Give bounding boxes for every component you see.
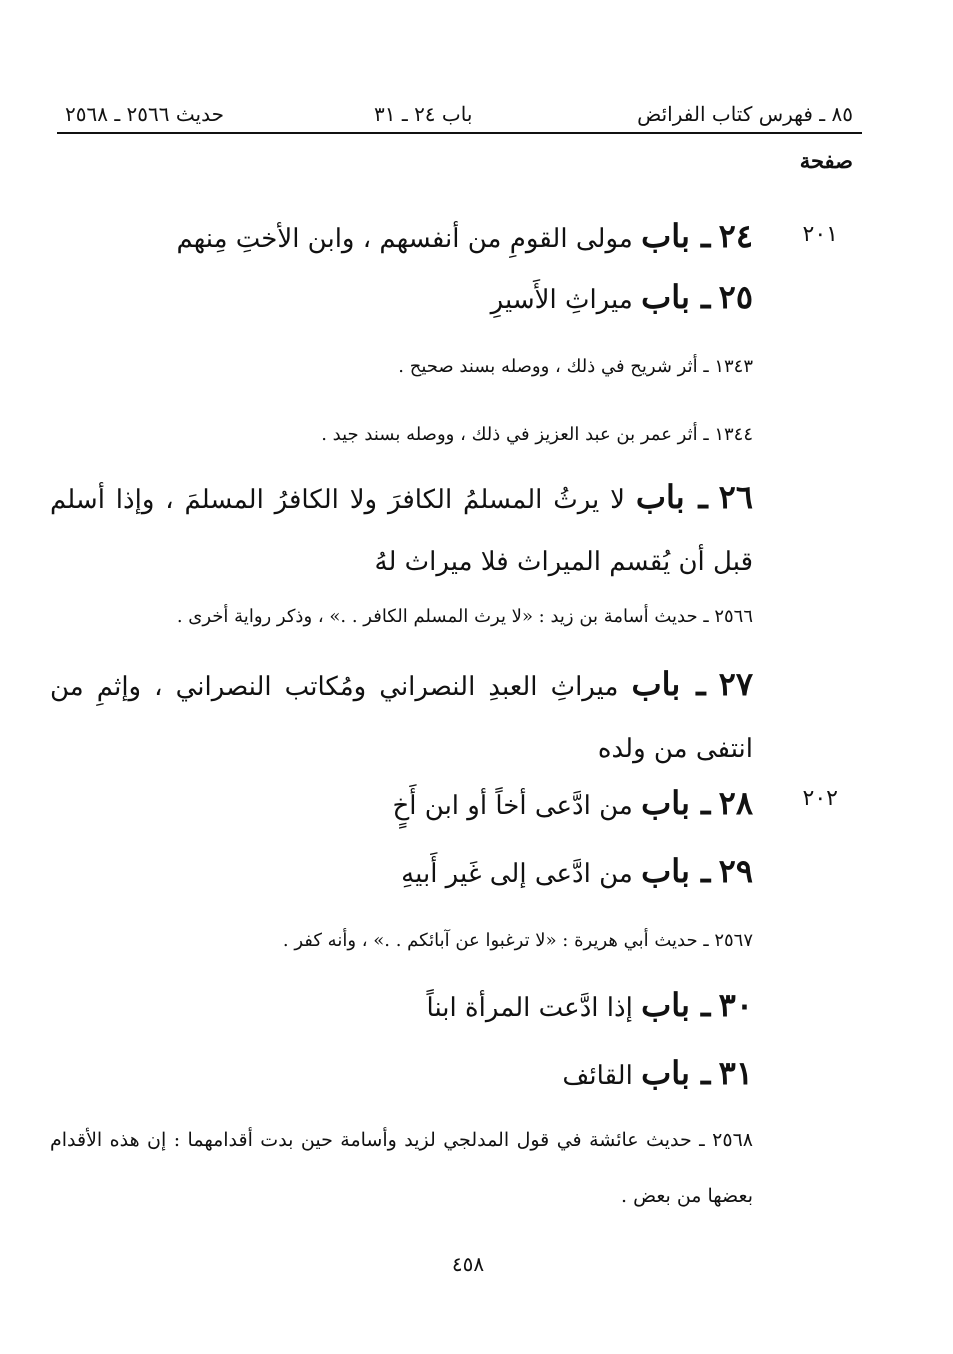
hadith-entry: ١٣٤٣ ـ أثر شريح في ذلك ، ووصله بسند صحيح .: [398, 356, 753, 377]
chapter-heading: ٣١ ـ باب القائف: [562, 1054, 753, 1092]
chapter-keyword: باب: [641, 852, 690, 890]
chapter-title: إذا ادَّعت المرأة ابناً: [426, 993, 633, 1023]
chapter-heading: ٢٦ ـ باب لا يرثُ المسلمُ الكافرَ ولا الكافرُ المسلمَ ، وإذا أسلم قبل أن يُقسم الميراث فلا ميراث لهُ: [50, 478, 754, 577]
chapter-heading: ٣٠ ـ باب إذا ادَّعت المرأة ابناً: [426, 986, 753, 1024]
chapter-keyword: باب: [641, 278, 690, 316]
chapter-keyword: باب: [641, 1054, 690, 1092]
chapter-number: ٣١: [718, 1054, 753, 1092]
page-ref: ٢٠٢: [802, 786, 838, 811]
hadith-entry: ١٣٤٤ ـ أثر عمر بن عبد العزيز في ذلك ، ووصله بسند جيد .: [321, 424, 753, 445]
running-header-chapter-range: باب ٢٤ ـ ٣١: [374, 102, 473, 126]
chapter-keyword: باب: [635, 478, 685, 516]
page-ref: ٢٠١: [802, 222, 838, 247]
chapter-heading: ٢٤ ـ باب مولى القومِ من أنفسهم ، وابن الأختِ مِنهم: [176, 217, 753, 255]
chapter-number: ٢٩: [718, 852, 753, 890]
page-column-label: صفحة: [799, 148, 853, 173]
page-number: ٤٥٨: [451, 1252, 485, 1276]
chapter-keyword: باب: [641, 986, 690, 1024]
chapter-number: ٢٤: [718, 217, 753, 255]
chapter-title: من ادَّعى أخاً أو ابن أَخٍ: [392, 791, 633, 821]
chapter-heading: ٢٩ ـ باب من ادَّعى إلى غَير أَبيهِ: [401, 852, 753, 890]
chapter-title: ميراثِ الأَسيرِ: [490, 285, 633, 315]
chapter-number: ٢٨: [718, 784, 753, 822]
chapter-number: ٣٠: [718, 986, 753, 1024]
chapter-title: القائف: [562, 1061, 633, 1091]
chapter-title: لا يرثُ المسلمُ الكافرَ ولا الكافرُ المسلمَ ، وإذا أسلم قبل أن يُقسم الميراث فلا ميراث لهُ: [50, 485, 753, 577]
chapter-keyword: باب: [641, 784, 690, 822]
hadith-entry: ٢٥٦٨ ـ حديث عائشة في قول المدلجي لزيد وأسامة حين بدت أقدامهما : إن هذه الأقدام بعضها من بعض .: [50, 1129, 753, 1207]
chapter-keyword: باب: [631, 665, 681, 703]
chapter-number: ٢٦: [718, 478, 754, 516]
chapter-title: ميراثِ العبدِ النصراني ومُكاتب النصراني ، وإثمِ من انتفى من ولده: [50, 672, 753, 764]
running-header-hadith-range: حديث ٢٥٦٦ ـ ٢٥٦٨: [65, 102, 224, 126]
running-header-chapter: ٨٥ ـ فهرس كتاب الفرائض: [637, 102, 853, 126]
chapter-heading: ٢٧ ـ باب ميراثِ العبدِ النصراني ومُكاتب النصراني ، وإثمِ من انتفى من ولده: [50, 665, 754, 764]
hadith-entry: ٢٥٦٧ ـ حديث أبي هريرة : «لا ترغبوا عن آبائكم . .» ، وأنه كفر .: [282, 930, 753, 951]
chapter-keyword: باب: [641, 217, 690, 255]
chapter-heading: ٢٨ ـ باب من ادَّعى أخاً أو ابن أَخٍ: [392, 784, 753, 822]
chapter-title: من ادَّعى إلى غَير أَبيهِ: [401, 859, 633, 889]
chapter-number: ٢٧: [718, 665, 754, 703]
chapter-number: ٢٥: [718, 278, 753, 316]
header-rule: [57, 132, 862, 134]
chapter-title: مولى القومِ من أنفسهم ، وابن الأختِ مِنهم: [176, 224, 633, 254]
hadith-entry: ٢٥٦٦ ـ حديث أسامة بن زيد : «لا يرث المسلم الكافر . .» ، وذكر رواية أخرى .: [176, 606, 753, 627]
chapter-heading: ٢٥ ـ باب ميراثِ الأَسيرِ: [490, 278, 753, 316]
